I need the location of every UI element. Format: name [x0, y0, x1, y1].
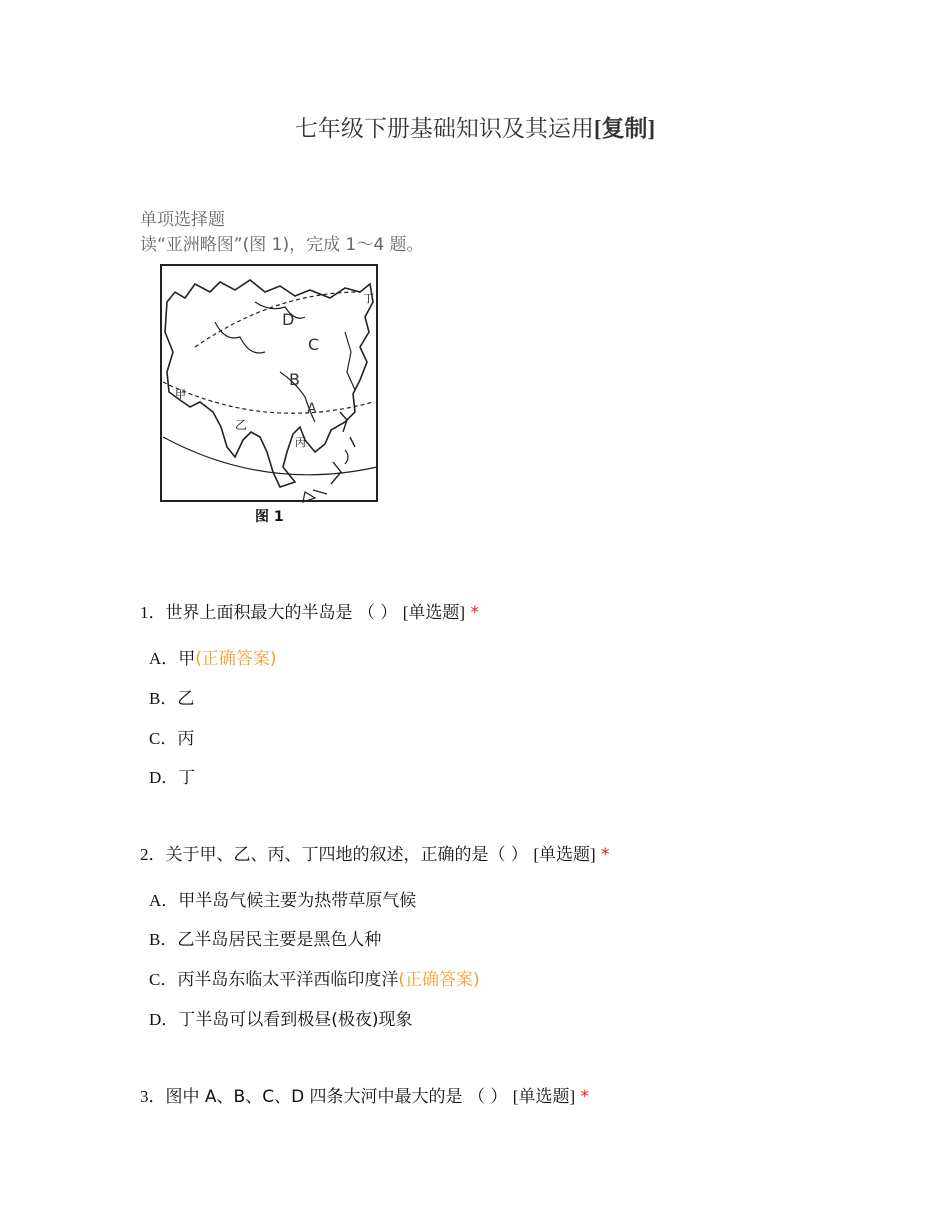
- option-text: 丙: [177, 729, 195, 749]
- option-text: 甲半岛气候主要为热带草原气候: [178, 891, 417, 911]
- question-type: [单选题]: [512, 1087, 576, 1106]
- label-C: C: [308, 335, 320, 354]
- question-number: 1．: [140, 603, 166, 622]
- question-1: [140, 598, 479, 623]
- option-text: 乙半岛居民主要是黑色人种: [177, 930, 382, 950]
- option-text: 丁半岛可以看到极昼(极夜)现象: [178, 1010, 413, 1030]
- section-intro: 读“亚洲略图”(图 1)，完成 1～4 题。: [140, 235, 424, 255]
- label-jia: 甲: [175, 388, 186, 401]
- required-mark: *: [580, 1087, 590, 1107]
- option-letter: D．: [149, 1010, 179, 1029]
- required-mark: *: [470, 603, 479, 623]
- option-2d[interactable]: [149, 1005, 413, 1030]
- option-letter: A．: [149, 891, 179, 910]
- figure-caption: 图 1: [255, 509, 284, 525]
- section-heading: 单项选择题: [140, 210, 225, 230]
- question-type: [单选题]: [533, 845, 596, 864]
- label-A: A: [307, 401, 317, 417]
- option-2b[interactable]: [149, 925, 381, 950]
- question-3: [140, 1082, 589, 1107]
- question-number: 2．: [140, 845, 166, 864]
- option-1b[interactable]: [149, 684, 194, 709]
- option-letter: B．: [149, 689, 178, 708]
- option-2a[interactable]: [149, 886, 416, 911]
- label-yi: 乙: [235, 418, 248, 432]
- option-letter: A．: [149, 649, 179, 668]
- asia-map-figure: [155, 262, 383, 530]
- title-suffix: [复制]: [593, 116, 656, 141]
- option-text: 丁: [178, 768, 196, 788]
- option-letter: C．: [149, 970, 178, 989]
- question-text: 图中 A、B、C、D 四条大河中最大的是 （ ）: [165, 1087, 508, 1107]
- option-letter: D．: [149, 768, 179, 787]
- section-header: [140, 208, 424, 258]
- label-ding: 丁: [363, 292, 374, 305]
- question-type: [单选题]: [402, 603, 466, 622]
- required-mark: *: [601, 845, 610, 865]
- question-text: 世界上面积最大的半岛是 （ ）: [165, 603, 398, 623]
- page-title: [0, 110, 950, 143]
- option-2c[interactable]: [149, 965, 480, 990]
- option-letter: C．: [149, 729, 178, 748]
- option-1c[interactable]: [149, 724, 194, 749]
- question-number: 3．: [140, 1087, 166, 1106]
- option-1a[interactable]: [149, 644, 277, 669]
- option-1d[interactable]: [149, 763, 195, 788]
- label-B: B: [289, 370, 300, 389]
- question-2: [140, 840, 610, 865]
- option-text: 乙: [177, 689, 195, 709]
- correct-answer-tag: (正确答案): [195, 649, 277, 669]
- option-text: 甲: [178, 649, 196, 669]
- option-text: 丙半岛东临太平洋西临印度洋: [177, 970, 399, 990]
- option-letter: B．: [149, 930, 178, 949]
- title-main: 七年级下册基础知识及其运用: [294, 116, 594, 141]
- correct-answer-tag: (正确答案): [398, 970, 480, 990]
- label-bing: 丙: [295, 436, 306, 449]
- question-text: 关于甲、乙、丙、丁四地的叙述，正确的是（ ）: [165, 845, 528, 865]
- label-D: D: [282, 310, 295, 329]
